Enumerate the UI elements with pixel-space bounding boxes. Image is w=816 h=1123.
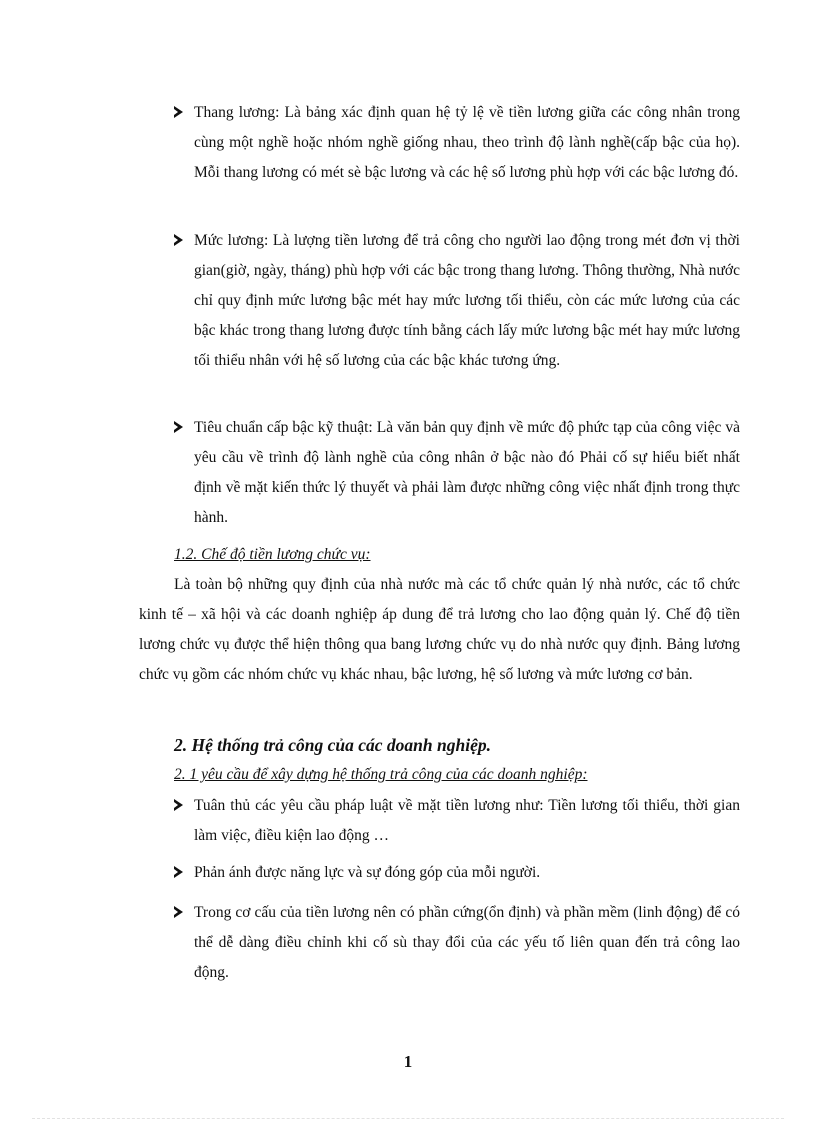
bullet-thang-luong <box>174 98 740 188</box>
section-paragraph: Là toàn bộ những quy định của nhà nước mà các tổ chức quản lý nhà nước, các tổ chức kinh tế – xã hội và các doanh nghiệp áp dung để trả lương cho lao động quản lý. Chế độ tiền lương chức vụ được thể hiện thông qua bang lương chức vụ do nhà nước quy định. Bảng lương chức vụ gồm các nhóm chức vụ khác nhau, bậc lương, hệ số lương và mức lương cơ bản. <box>139 576 740 683</box>
arrow-bullet-icon <box>174 898 190 928</box>
bullet-text: Mức lương: Là lượng tiền lương để trả công cho người lao động trong mét đơn vị thời gian(giờ, ngày, tháng) phù hợp với các bậc trong thang lương. Thông thường, Nhà nước chỉ quy định mức lương bậc mét hay mức lương tối thiểu, còn các mức lương của các bậc khác trong thang lương được tính bằng cách lấy mức lương bậc mét hay mức lương tối thiểu nhân với hệ số lương của các bậc khác tương ứng. <box>194 232 740 369</box>
arrow-bullet-icon <box>174 858 190 888</box>
arrow-bullet-icon <box>174 791 190 821</box>
bullet-text: Trong cơ cấu của tiền lương nên có phần cứng(ổn định) và phần mềm (linh động) để có thể dễ dàng điều chỉnh khi cố sù thay đổi của các yếu tố liên quan đến trả công lao động. <box>194 904 740 981</box>
bullet-text: Tuân thủ các yêu cầu pháp luật về mặt tiền lương như: Tiền lương tối thiểu, thời gian làm việc, điều kiện lao động … <box>194 797 740 844</box>
bullet-muc-luong <box>174 226 740 376</box>
bullet-text: Thang lương: Là bảng xác định quan hệ tỷ lệ về tiền lương giữa các công nhân trong cùng một nghề hoặc nhóm nghề giống nhau, theo trình độ lành nghề(cấp bậc của họ). Mỗi thang lương có mét sè bậc lương và các hệ số lương phù hợp với các bậc lương đó. <box>194 104 740 181</box>
arrow-bullet-icon <box>174 226 190 256</box>
bullet-co-cau <box>174 898 740 988</box>
arrow-bullet-icon <box>174 98 190 128</box>
bullet-tuan-thu <box>174 791 740 851</box>
bullet-tieu-chuan <box>174 413 740 533</box>
page-number: 1 <box>403 1052 413 1071</box>
page-bottom-divider <box>32 1118 784 1119</box>
bullet-text: Phản ánh được năng lực và sự đóng góp của mỗi người. <box>194 864 541 881</box>
bullet-phan-anh <box>174 858 740 888</box>
arrow-bullet-icon <box>174 413 190 443</box>
section-heading-1-2: 1.2. Chế độ tiền lương chức vụ: <box>174 546 371 563</box>
section-subheading-2-1: 2. 1 yêu cầu để xây dựng hệ thống trả công của các doanh nghiệp: <box>174 766 588 783</box>
bullet-text: Tiêu chuẩn cấp bậc kỹ thuật: Là văn bản quy định về mức độ phức tạp của công việc và yêu cầu về trình độ lành nghề của công nhân ở bậc nào đó Phải cố sự hiểu biết nhất định về mặt kiến thức lý thuyết và phải làm được những công việc nhất định trong thực hành. <box>194 419 740 526</box>
section-heading-2: 2. Hệ thống trả công của các doanh nghiệp. <box>174 735 491 755</box>
